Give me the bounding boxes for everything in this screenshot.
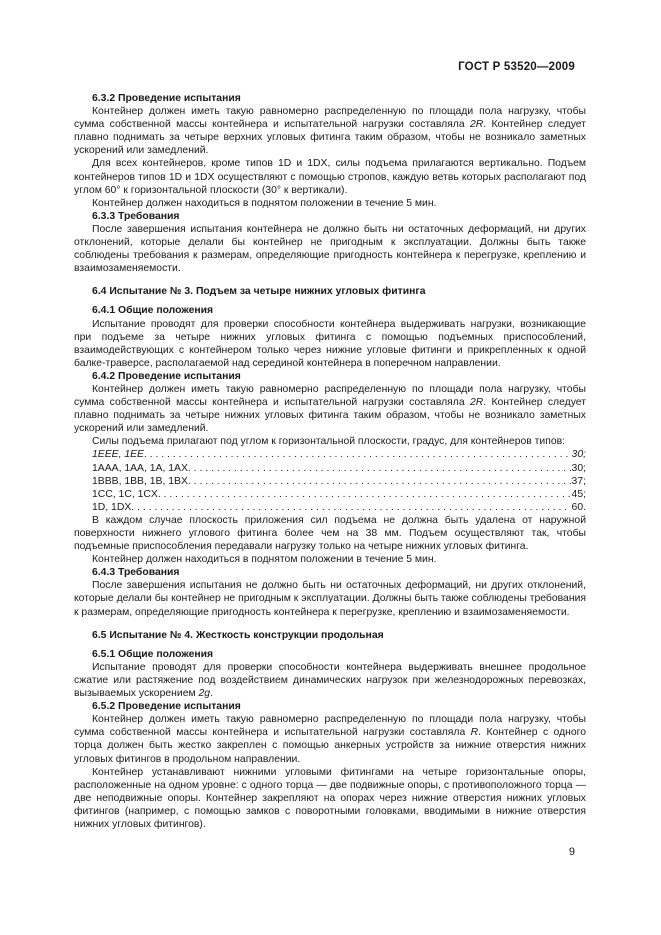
- paragraph: Контейнер должен иметь такую равномерно распределенную по площади пола нагрузку, чтобы сумма собственной массы контейнера и испытательной нагрузки составляла 2R. Контейнер следует плавно поднимать за четыре верхних угловых фитинга таким образом, чтобы не возникало заметных ускорений или замедлений.: [74, 106, 586, 157]
- heading-6-3-3: 6.3.3 Требования: [92, 210, 180, 222]
- angle-row: 1BBB, 1BB, 1B, 1BX . . . 37;: [92, 475, 586, 488]
- paragraph: Силы подъема прилагают под углом к горизонтальной плоскости, градус, для контейнеров типов:: [92, 436, 566, 448]
- paragraph: Контейнер должен находиться в поднятом положении в течение 5 мин.: [92, 197, 437, 209]
- paragraph: Контейнер устанавливают нижними угловыми фитингами на четыре горизонтальные опоры, расположенные на одном уровне: с одного торца — две подвижные опоры, с противоположного торца — две неподвижные опоры. Контейнер закрепляют на опорах через нижние отверстия нижних угловых фитингов (например, с помощью замков с поворотными головками, вводимыми в нижние отверстия нижних угловых фитингов).: [74, 766, 586, 830]
- heading-6-4: 6.4 Испытание № 3. Подъем за четыре нижних угловых фитинга: [92, 286, 426, 298]
- standard-code: ГОСТ Р 53520—2009: [458, 61, 575, 73]
- page-content: [74, 92, 586, 831]
- angle-row: 1CC, 1C, 1CX . . . 45;: [92, 488, 586, 501]
- heading-6-5-1: 6.5.1 Общие положения: [92, 648, 214, 660]
- paragraph: Контейнер должен иметь такую равномерно распределенную по площади пола нагрузку, чтобы сумма собственной массы контейнера и испытательной нагрузки составляла R. Контейнер с одного торца должен быть жестко закреплен с помощью анкерных устройств за нижние отверстия нижних угловых фитингов в продольном направлении.: [74, 714, 587, 765]
- paragraph: В каждом случае плоскость приложения сил подъема не должна быть удалена от наружной поверхности нижнего углового фитинга более чем на 38 мм. Подъем осуществляют так, чтобы подъемные приспособления передавали нагрузку только на четыре нижних угловых фитинга.: [74, 514, 586, 553]
- paragraph: После завершения испытания контейнера не должно быть ни остаточных деформаций, ни других отклонений, которые делали бы контейнер не пригодным к эксплуатации. Должны быть также соблюдены требования к размерам, определяющие пригодность контейнера к перегрузке, креплению и взаимозаменяемости.: [74, 223, 586, 275]
- paragraph: Контейнер должен иметь такую равномерно распределенную по площади пола нагрузку, чтобы сумма собственной массы контейнера и испытательной нагрузки составляла 2R. Контейнер следует плавно поднимать за четыре нижних угловых фитинга таким образом, чтобы не возникало заметных ускорений или замедлений.: [74, 383, 586, 435]
- paragraph: Испытание проводят для проверки способности контейнера выдерживать внешнее продольное сжатие или растяжение под воздействием динамических нагрузок при железнодорожных перевозках, вызываемых ускорением 2g.: [74, 661, 586, 700]
- paragraph: Для всех контейнеров, кроме типов 1D и 1DX, силы подъема прилагаются вертикально. Подъем контейнеров типов 1D и 1DX осуществляют с помощью стропов, каждую ветвь которых располагают под углом 60° к горизонтальной плоскости (30° к вертикали).: [74, 158, 586, 196]
- paragraph: Испытание проводят для проверки способности контейнера выдерживать нагрузки, возникающие при подъеме за четыре нижних угловых фитинга с помощью подъемных приспособлений, взаимодействующих с контейнером только через нижние угловые фитинги и прикрепленных к одной балке-траверсе, располагаемой над серединой контейнера в поперечном направлении.: [74, 318, 586, 369]
- heading-6-4-1: 6.4.1 Общие положения: [92, 305, 214, 317]
- heading-6-5: 6.5 Испытание № 4. Жесткость конструкции продольная: [92, 629, 384, 641]
- heading-6-5-2: 6.5.2 Проведение испытания: [92, 701, 241, 713]
- page-number: 9: [568, 846, 575, 858]
- heading-6-3-2: 6.3.2 Проведение испытания: [92, 93, 241, 104]
- angle-row: 1D, 1DX . . . 60.: [92, 501, 586, 514]
- paragraph: После завершения испытания не должно быть ни остаточных деформаций, ни других отклонений, которые делали бы контейнер не пригодным к эксплуатации. Должны быть также соблюдены требования к размерам, определяющие пригодность контейнера к перегрузке, креплению и взаимозаменяемости.: [74, 580, 586, 618]
- paragraph: Контейнер должен находиться в поднятом положении в течение 5 мин.: [92, 554, 437, 566]
- heading-6-4-2: 6.4.2 Проведение испытания: [92, 370, 241, 382]
- angle-row: 1EEE, 1EE . . . 30;: [92, 448, 586, 461]
- angle-row: 1AAA, 1AA, 1A, 1AX . . . 30;: [92, 462, 586, 475]
- heading-6-4-3: 6.4.3 Требования: [92, 567, 180, 579]
